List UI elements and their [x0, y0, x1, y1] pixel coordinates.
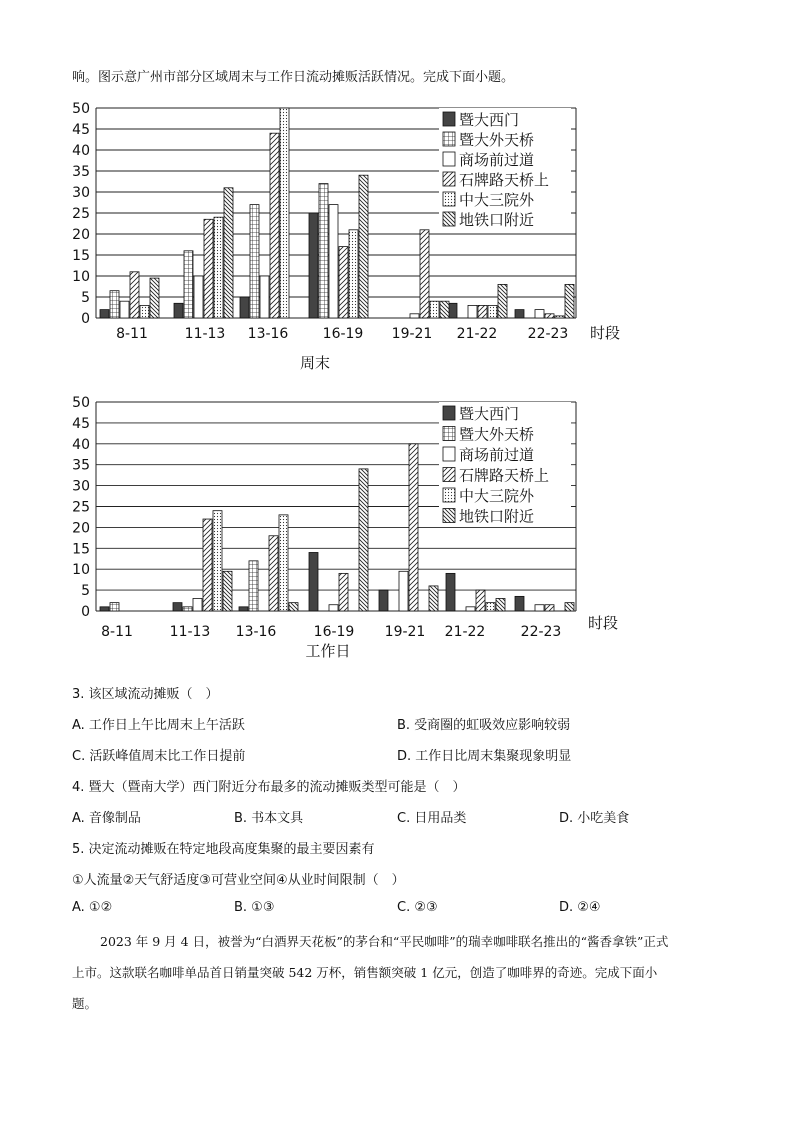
y-tick-label: 35 [72, 164, 90, 180]
x-tick-label: 16-19 [322, 326, 364, 342]
legend-swatch [443, 112, 455, 126]
legend-swatch [443, 192, 455, 206]
weekend-bar-chart [0, 0, 794, 380]
question-4-option-b: B. 书本文具 [234, 811, 304, 826]
bar-5-22-23 [555, 316, 564, 318]
question-3-option-b: B. 受商圈的虹吸效应影响较弱 [397, 718, 571, 733]
bar-6-16-19 [359, 175, 368, 318]
bar-3-19-21 [410, 314, 419, 318]
legend-swatch [443, 427, 455, 441]
bar-4-22-23 [545, 314, 554, 318]
y-tick-label: 15 [72, 248, 90, 264]
bar-3-21-22 [466, 607, 475, 611]
y-tick-label: 20 [72, 520, 90, 537]
legend-swatch [443, 468, 455, 482]
bar-6-22-23 [565, 284, 574, 318]
y-tick-label: 45 [72, 415, 90, 432]
bar-4-11-13 [203, 519, 212, 611]
legend-label: 暨大西门 [459, 405, 520, 423]
y-tick-label: 50 [72, 395, 90, 411]
x-tick-label: 11-13 [169, 624, 211, 640]
x-tick-label: 13-16 [235, 624, 277, 640]
bar-1-22-23 [515, 310, 524, 318]
bar-4-19-21 [409, 444, 418, 611]
bar-1-21-22 [446, 573, 455, 611]
bar-5-21-22 [486, 603, 495, 611]
legend-swatch [443, 488, 455, 502]
y-tick-label: 25 [72, 499, 90, 516]
question-5-stem: 5. 决定流动摊贩在特定地段高度集聚的最主要因素有 [72, 842, 375, 857]
y-tick-label: 0 [81, 604, 90, 620]
bar-2-16-19 [319, 184, 328, 318]
bar-2-13-16 [250, 205, 259, 318]
legend-label: 地铁口附近 [459, 211, 535, 229]
bar-1-11-13 [173, 603, 182, 611]
bar-6-8-11 [150, 278, 159, 318]
legend-label: 石牌路天桥上 [459, 171, 550, 189]
legend-label: 暨大外天桥 [459, 131, 535, 149]
chart-title: 工作日 [305, 642, 351, 660]
bar-2-11-13 [183, 607, 192, 611]
bar-3-13-16 [260, 276, 269, 318]
question-5-option-a: A. ①② [72, 900, 113, 915]
x-tick-label: 22-23 [527, 326, 569, 342]
y-tick-label: 5 [81, 583, 90, 600]
bar-3-16-19 [329, 605, 338, 611]
passage-line-1: 2023 年 9 月 4 日，被誉为“白酒界天花板”的茅台和“平民咖啡”的瑞幸咖啡联名推出的“酱香拿铁”正式 [100, 934, 669, 949]
bar-4-11-13 [204, 219, 213, 318]
bar-1-13-16 [239, 607, 248, 611]
question-5-line2: ①人流量②天气舒适度③可营业空间④从业时间限制（ ） [72, 873, 405, 888]
bar-4-13-16 [269, 536, 278, 611]
bar-1-8-11 [100, 607, 109, 611]
y-tick-label: 15 [72, 541, 90, 558]
legend-label: 商场前过道 [459, 446, 535, 464]
legend-swatch [443, 152, 455, 166]
passage-line-2: 上市。这款联名咖啡单品首日销量突破 542 万杯，销售额突破 1 亿元，创造了咖啡界的奇迹。完成下面小 [72, 965, 658, 980]
bar-5-16-19 [349, 230, 358, 318]
y-tick-label: 45 [72, 122, 90, 138]
bar-3-19-21 [399, 571, 408, 611]
bar-6-16-19 [359, 469, 368, 611]
y-tick-label: 10 [72, 269, 90, 285]
bar-3-16-19 [329, 205, 338, 318]
y-tick-label: 35 [72, 457, 90, 474]
x-tick-label: 21-22 [456, 326, 498, 342]
bar-5-21-22 [488, 305, 497, 318]
question-3-option-a: A. 工作日上午比周末上午活跃 [72, 718, 245, 733]
legend-label: 中大三院外 [459, 487, 535, 505]
bar-1-16-19 [309, 552, 318, 611]
legend-swatch [443, 132, 455, 146]
bar-6-19-21 [440, 301, 449, 318]
legend-label: 中大三院外 [459, 191, 535, 209]
bar-5-13-16 [279, 515, 288, 611]
y-tick-label: 30 [72, 185, 90, 201]
x-axis-label: 时段 [590, 324, 621, 342]
legend-label: 暨大外天桥 [459, 425, 535, 444]
question-3-option-d: D. 工作日比周末集聚现象明显 [397, 749, 572, 764]
x-tick-label: 22-23 [520, 624, 562, 640]
bar-5-11-13 [213, 511, 222, 611]
bar-3-8-11 [120, 301, 129, 318]
bar-3-21-22 [468, 305, 477, 318]
question-4-option-d: D. 小吃美食 [559, 811, 630, 826]
bar-5-11-13 [214, 217, 223, 318]
bar-6-21-22 [496, 598, 505, 611]
y-tick-label: 40 [72, 143, 90, 159]
bar-5-19-21 [430, 301, 439, 318]
y-tick-label: 30 [72, 478, 90, 495]
legend-label: 地铁口附近 [459, 507, 535, 526]
bar-2-8-11 [110, 603, 119, 611]
bar-3-11-13 [194, 276, 203, 318]
y-tick-label: 10 [72, 562, 90, 579]
bar-4-13-16 [270, 133, 279, 318]
question-4-option-c: C. 日用品类 [397, 811, 467, 826]
x-tick-label: 8-11 [116, 326, 148, 342]
y-tick-label: 0 [81, 311, 90, 327]
bar-6-19-21 [429, 586, 438, 611]
legend-swatch [443, 212, 455, 226]
bar-3-22-23 [535, 605, 544, 611]
y-tick-label: 20 [72, 227, 90, 243]
intro-text: 响。图示意广州市部分区域周末与工作日流动摊贩活跃情况。完成下面小题。 [72, 70, 515, 85]
weekday-bar-chart [0, 380, 794, 680]
question-5-option-c: C. ②③ [397, 900, 438, 915]
bar-6-11-13 [224, 188, 233, 318]
bar-1-16-19 [309, 213, 318, 318]
y-tick-label: 50 [72, 101, 90, 117]
bar-4-19-21 [420, 230, 429, 318]
bar-2-13-16 [249, 561, 258, 611]
question-5-option-b: B. ①③ [234, 900, 275, 915]
bar-1-13-16 [240, 297, 249, 318]
bar-6-21-22 [498, 284, 507, 318]
x-tick-label: 11-13 [184, 326, 226, 342]
x-axis-label: 时段 [588, 614, 619, 632]
bar-2-8-11 [110, 291, 119, 318]
bar-4-22-23 [545, 605, 554, 611]
legend-swatch [443, 406, 455, 420]
question-4-option-a: A. 音像制品 [72, 811, 141, 826]
legend-swatch [443, 172, 455, 186]
question-3-stem: 3. 该区域流动摊贩（ ） [72, 687, 219, 702]
legend-swatch [443, 447, 455, 461]
y-tick-label: 5 [81, 290, 90, 306]
passage-line-3: 题。 [72, 996, 98, 1011]
bar-3-11-13 [193, 598, 202, 611]
bar-4-8-11 [130, 272, 139, 318]
bar-1-11-13 [174, 303, 183, 318]
bar-1-8-11 [100, 310, 109, 318]
bar-4-21-22 [476, 590, 485, 611]
bar-6-11-13 [223, 571, 232, 611]
bar-6-22-23 [565, 603, 574, 611]
bar-4-16-19 [339, 573, 348, 611]
question-3-option-c: C. 活跃峰值周末比工作日提前 [72, 749, 246, 764]
x-tick-label: 19-21 [391, 326, 433, 342]
legend-label: 石牌路天桥上 [459, 466, 550, 485]
x-tick-label: 16-19 [313, 624, 355, 640]
bar-1-19-21 [379, 590, 388, 611]
y-tick-label: 25 [72, 206, 90, 222]
question-4-stem: 4. 暨大（暨南大学）西门附近分布最多的流动摊贩类型可能是（ ） [72, 780, 466, 795]
bar-1-22-23 [515, 596, 524, 611]
question-5-option-d: D. ②④ [559, 900, 601, 915]
bar-3-22-23 [535, 310, 544, 318]
bar-5-8-11 [140, 305, 149, 318]
bar-2-11-13 [184, 251, 193, 318]
bar-5-13-16 [280, 108, 289, 318]
legend-label: 暨大西门 [459, 111, 520, 129]
chart-title: 周末 [299, 354, 331, 372]
bar-6-13-16 [289, 603, 298, 611]
legend-label: 商场前过道 [459, 151, 535, 169]
legend-swatch [443, 509, 455, 523]
y-tick-label: 40 [72, 436, 90, 453]
x-tick-label: 19-21 [384, 624, 426, 640]
x-tick-label: 8-11 [101, 624, 133, 640]
bar-4-16-19 [339, 247, 348, 318]
x-tick-label: 21-22 [444, 624, 486, 640]
x-tick-label: 13-16 [247, 326, 289, 342]
bar-4-21-22 [478, 305, 487, 318]
